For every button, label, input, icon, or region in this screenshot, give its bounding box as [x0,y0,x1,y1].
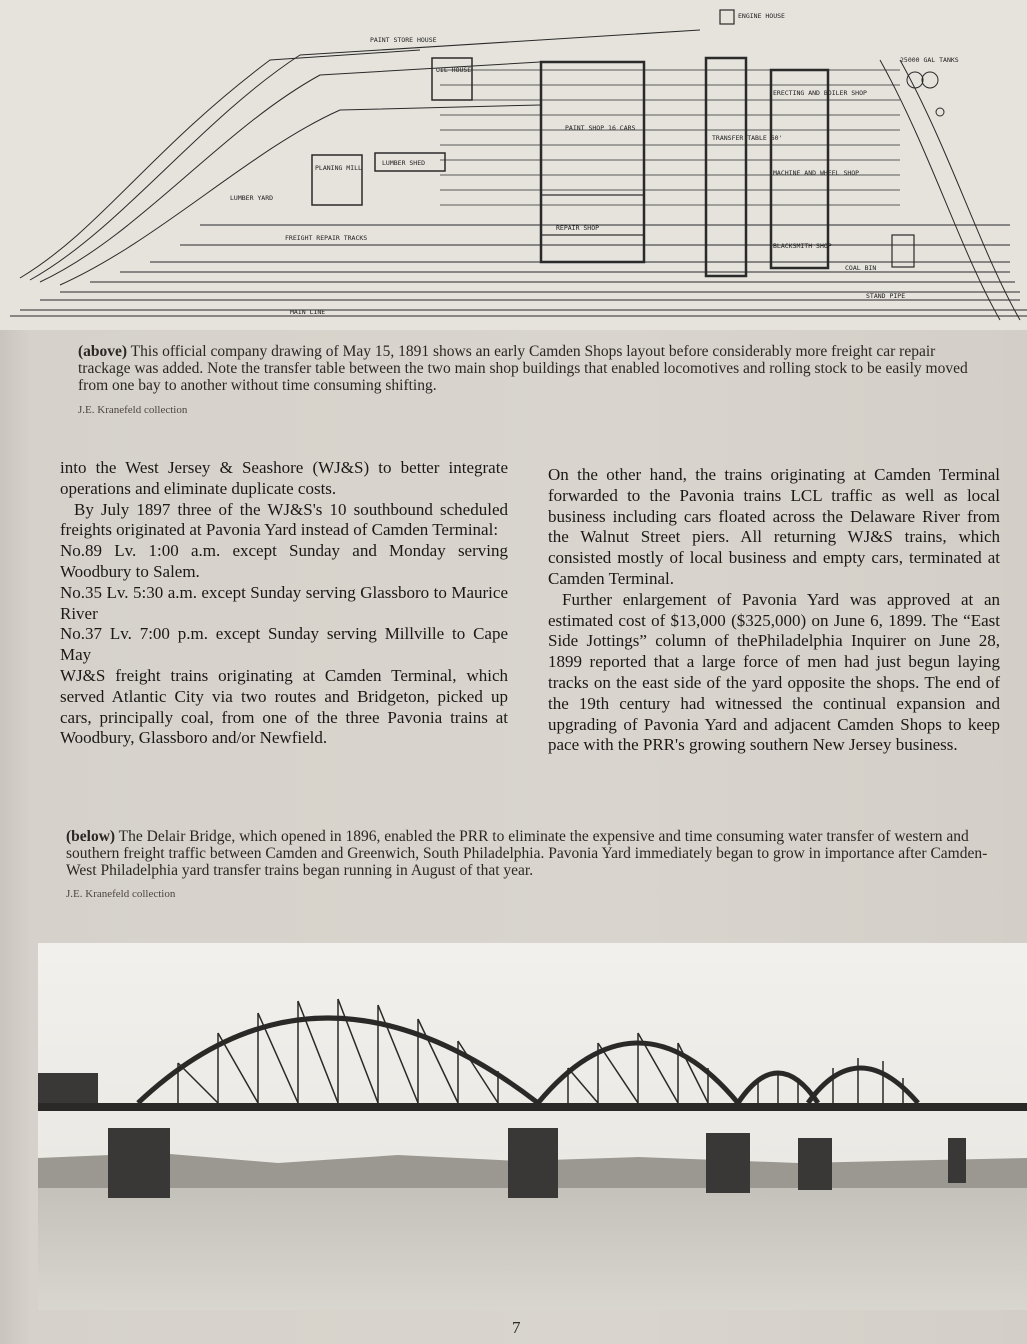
label-main-line: MAIN LINE [290,308,326,316]
label-engine-house: ENGINE HOUSE [738,12,785,20]
left-paragraph-2: By July 1897 three of the WJ&S's 10 southbound scheduled freights originated at Pavonia Yard instead of Camden Terminal: [60,499,508,540]
delair-bridge-photo [38,943,1027,1310]
label-freight-repair: FREIGHT REPAIR TRACKS [285,234,368,242]
label-planing-mill: PLANING MILL [315,164,362,172]
schedule-item-89: No.89 Lv. 1:00 a.m. except Sunday and Monday serving Woodbury to Salem. [60,541,508,581]
label-machine-wheel: MACHINE AND WHEEL SHOP [773,169,860,177]
label-paint-shop: PAINT SHOP 16 CARS [565,124,636,132]
caption-below-text: The Delair Bridge, which opened in 1896, enabled the PRR to eliminate the expensive and time consuming water transfer of western and southern freight traffic between Camden and Greenwich, South Philadelphia. Pavonia Yard immediately began to grow in importance after Camden-West Philadelphia yard transfer trains began running in August of that year. [66,828,988,879]
label-oil-house: OIL HOUSE [436,66,472,74]
caption-below-credit: J.E. Kranefeld collection [66,888,176,900]
right-column [548,465,1000,756]
label-erecting-boiler: ERECTING AND BOILER SHOP [773,89,867,97]
label-stand-pipe: STAND PIPE [866,292,906,300]
left-paragraph-1: into the West Jersey & Seashore (WJ&S) to better integrate operations and eliminate duplicate costs. [60,458,508,498]
left-column [60,458,508,749]
right-paragraph-2: Further enlargement of Pavonia Yard was approved at an estimated cost of $13,000 ($325,000) on June 6, 1899. The “East Side Jottings” column of thePhiladelphia Inquirer on June 28, 1899 reported that a large force of men had just begun laying tracks on the east side of the yard opposite the shops. The end of the 19th century had witnessed the continual expansion and upgrading of Pavonia Yard and adjacent Camden Shops to keep pace with the PRR's growing southern New Jersey business. [548,589,1000,755]
label-transfer-table: TRANSFER TABLE 60' [712,134,783,142]
left-paragraph-6: WJ&S freight trains originating at Camden Terminal, which served Atlantic City via two routes and Bridgeton, picked up cars, principally coal, from one of the three Pavonia trains at Woodbury, Glassboro and/or Newfield. [60,665,508,748]
caption-below-lead: (below) [66,828,116,845]
label-coal-bin: COAL BIN [845,264,877,272]
caption-above-credit: J.E. Kranefeld collection [78,404,188,416]
caption-above [78,343,983,394]
right-paragraph-1: On the other hand, the trains originating at Camden Terminal forwarded to the Pavonia trains LCL traffic as well as local business including cars floated across the Delaware River from the Walnut Street piers. All returning WJ&S trains, which consisted mostly of local business and empty cars, terminated at Camden Terminal. [548,465,1000,588]
schedule-item-35: No.35 Lv. 5:30 a.m. except Sunday serving Glassboro to Maurice River [60,582,508,623]
caption-above-lead: (above) [78,343,128,360]
caption-above-text: This official company drawing of May 15, 1891 shows an early Camden Shops layout before considerably more freight car repair trackage was added. Note the transfer table between the two main shop buildings that enabled locomotives and rolling stock to be easily moved from one bay to another without time consuming shifting. [78,343,968,394]
schedule-item-37: No.37 Lv. 7:00 p.m. except Sunday serving Millville to Cape May [60,624,508,665]
label-paint-store-house: PAINT STORE HOUSE [370,36,437,44]
label-repair-shop: REPAIR SHOP [556,224,600,232]
caption-below [66,828,996,879]
label-lumber-yard: LUMBER YARD [230,194,274,202]
label-tanks: 25000 GAL TANKS [900,56,959,64]
label-lumber-shed: LUMBER SHED [382,159,426,167]
label-blacksmith: BLACKSMITH SHOP [773,242,832,250]
page-number: 7 [512,1318,521,1337]
camden-shops-drawing [0,0,1027,330]
